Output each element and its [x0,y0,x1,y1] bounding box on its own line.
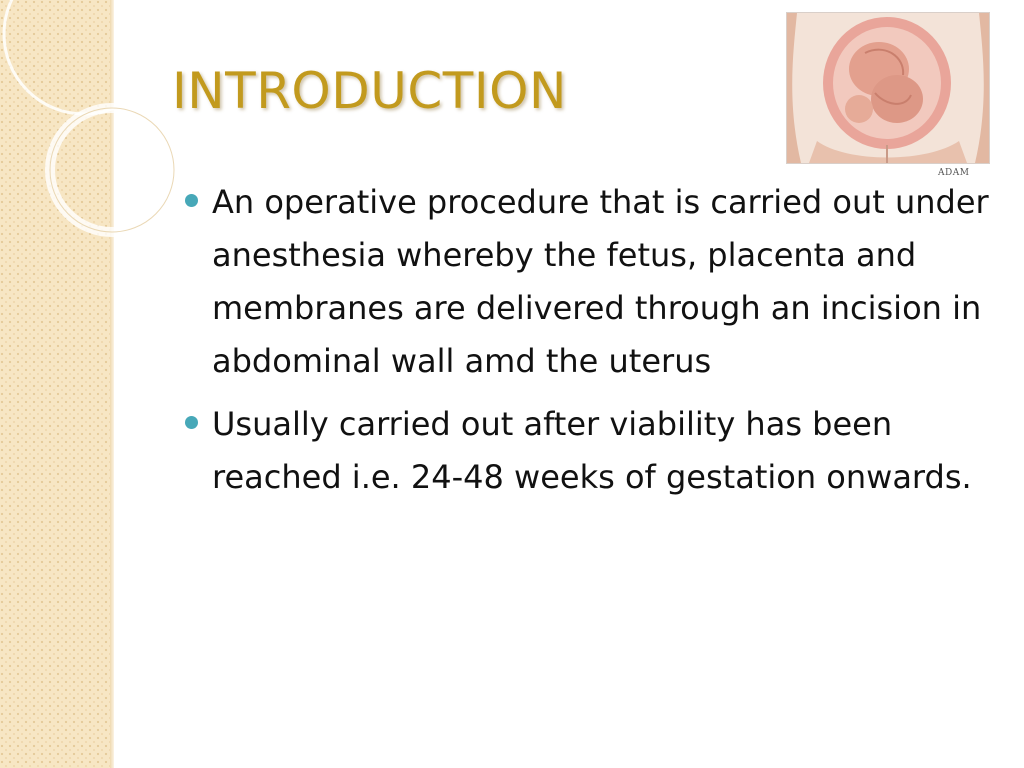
image-credit: ADAM [938,168,970,178]
bullet-text: An operative procedure that is carried out under anesthesia whereby the fetus, placenta and membranes are delivered through an incision in abdominal wall amd the uterus [212,183,989,380]
slide-title: INTRODUCTION [172,62,567,120]
fetus-in-uterus-illustration [786,12,990,164]
bullet-dot-icon [185,416,198,429]
decorative-rings [0,0,200,260]
bullet-list [184,176,999,514]
bullet-text: Usually carried out after viability has been reached i.e. 24-48 weeks of gestation onwards. [212,405,972,496]
bullet-dot-icon [185,194,198,207]
bullet-item [184,398,999,504]
bullet-item [184,176,999,388]
